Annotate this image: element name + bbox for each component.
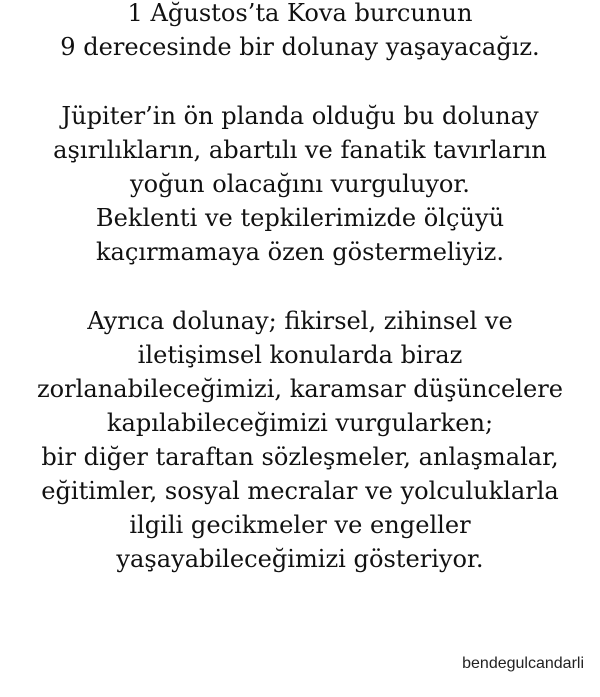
text-line: eğitimler, sosyal mecralar ve yolculuklarla [41,477,559,505]
paragraph-gap [0,269,600,304]
text-line: Beklenti ve tepkilerimizde ölçüyü [95,204,505,232]
text-line: 1 Ağustos’ta Kova burcunun [127,0,473,27]
text-line: aşırılıkların, abartılı ve fanatik tavırların [53,136,547,164]
text-line: yaşayabileceğimizi gösteriyor. [116,545,484,573]
text-line: kaçırmamaya özen göstermeliyiz. [95,238,505,266]
paragraph-full-moon-date [0,0,600,64]
text-line: 9 derecesinde bir dolunay yaşayacağız. [60,33,540,61]
text-line: zorlanabileceğimizi, karamsar düşüncelere [36,375,563,403]
paragraph-effects [0,304,600,576]
text-line: ilgili gecikmeler ve engeller [129,511,471,539]
text-line: Ayrıca dolunay; fikirsel, zihinsel ve [87,307,513,335]
text-line: kapılabileceğimizi vurgularken; [106,409,494,437]
paragraph-jupiter [0,99,600,269]
author-signature: bendegulcandarli [462,655,584,672]
text-line: yoğun olacağını vurguluyor. [130,170,470,198]
paragraph-gap [0,64,600,99]
text-line: iletişimsel konularda biraz [137,341,463,369]
text-line: Jüpiter’in ön planda olduğu bu dolunay [61,102,539,130]
text-line: bir diğer taraftan sözleşmeler, anlaşmalar, [41,443,559,471]
